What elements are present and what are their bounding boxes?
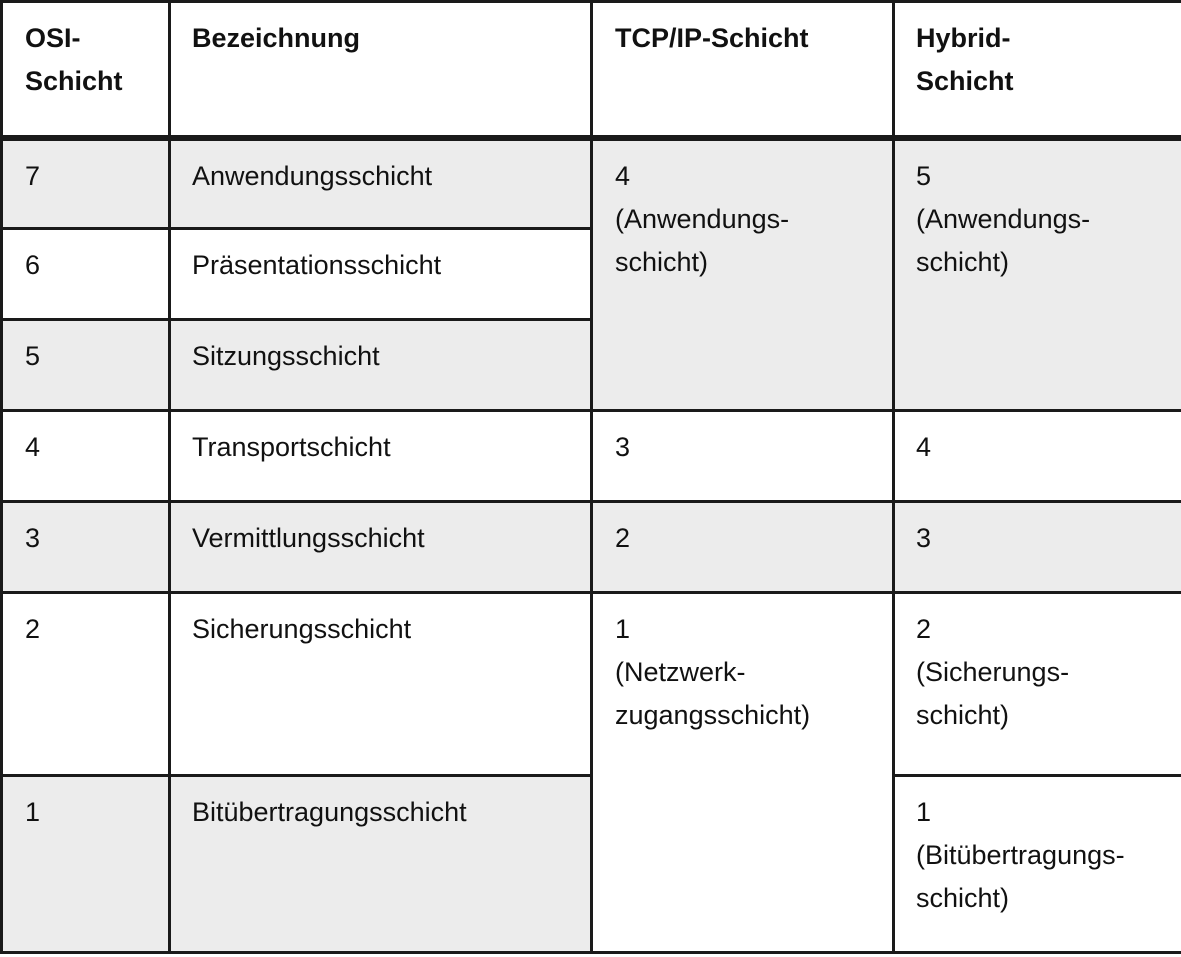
osi-number-cell: 1 — [2, 776, 170, 953]
header-name: Bezeichnung — [170, 2, 592, 138]
hybrid-application-cell: 5 (Anwendungs- schicht) — [894, 138, 1181, 411]
layer-name-cell: Anwendungsschicht — [170, 138, 592, 229]
header-osi-layer: OSI- Schicht — [2, 2, 170, 138]
table-row — [2, 593, 1181, 776]
tcpip-application-cell: 4 (Anwendungs- schicht) — [592, 138, 894, 411]
table-row — [2, 776, 1181, 953]
hybrid-transport-cell: 4 — [894, 411, 1181, 502]
header-tcpip-layer: TCP/IP-Schicht — [592, 2, 894, 138]
table-row — [2, 411, 1181, 502]
osi-number-cell: 7 — [2, 138, 170, 229]
layer-name-cell: Sicherungsschicht — [170, 593, 592, 776]
layer-name-cell: Präsentationsschicht — [170, 229, 592, 320]
layer-name-cell: Transportschicht — [170, 411, 592, 502]
osi-number-cell: 2 — [2, 593, 170, 776]
header-row — [2, 2, 1181, 138]
hybrid-network-cell: 3 — [894, 502, 1181, 593]
tcpip-network-access-cell: 1 (Netzwerk- zugangsschicht) — [592, 593, 894, 953]
osi-number-cell: 4 — [2, 411, 170, 502]
hybrid-data-link-cell: 2 (Sicherungs- schicht) — [894, 593, 1181, 776]
hybrid-physical-cell: 1 (Bitübertragungs- schicht) — [894, 776, 1181, 953]
tcpip-transport-cell: 3 — [592, 411, 894, 502]
table-row — [2, 502, 1181, 593]
osi-number-cell: 6 — [2, 229, 170, 320]
header-hybrid-layer: Hybrid- Schicht — [894, 2, 1181, 138]
osi-number-cell: 3 — [2, 502, 170, 593]
tcpip-internet-cell: 2 — [592, 502, 894, 593]
layer-name-cell: Bitübertragungsschicht — [170, 776, 592, 953]
layer-name-cell: Vermittlungsschicht — [170, 502, 592, 593]
osi-number-cell: 5 — [2, 320, 170, 411]
layer-name-cell: Sitzungsschicht — [170, 320, 592, 411]
table-row — [2, 138, 1181, 229]
